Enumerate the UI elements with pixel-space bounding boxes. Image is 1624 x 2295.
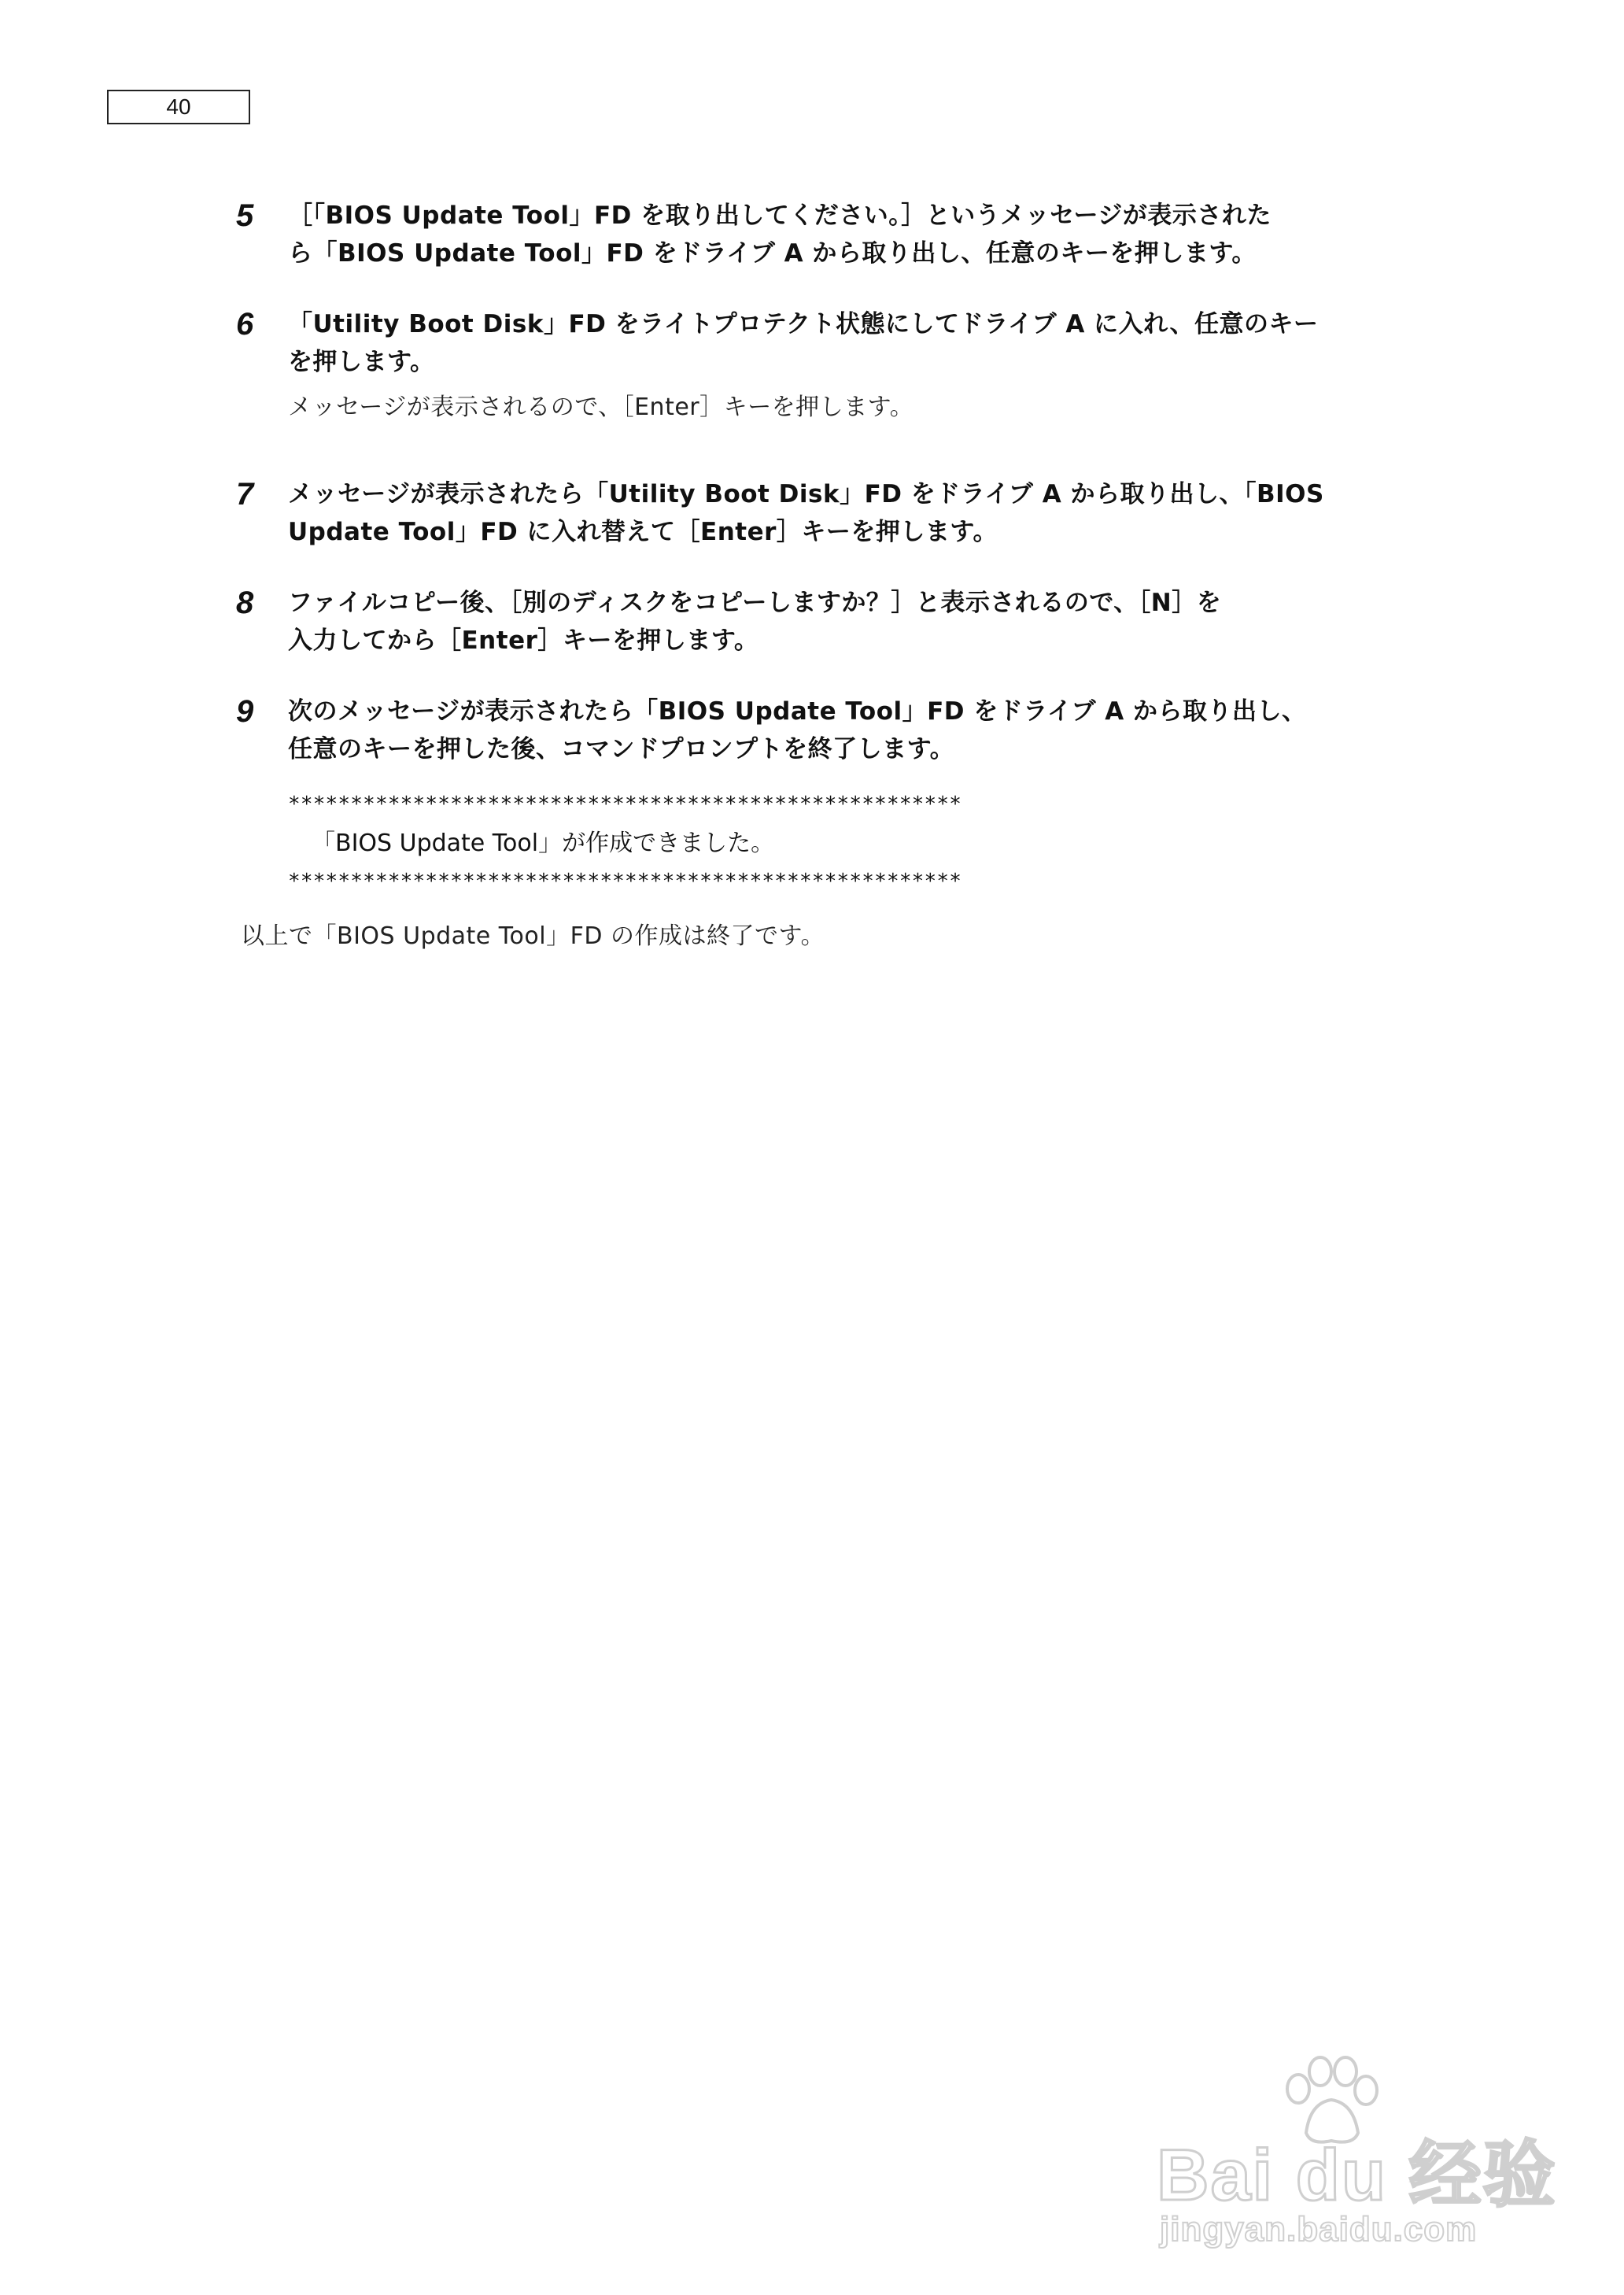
message-border-bottom: ******************************************************	[288, 870, 962, 893]
step-number: 5	[236, 198, 254, 233]
step-7	[236, 475, 1353, 551]
step-number: 9	[236, 694, 254, 729]
step-6	[236, 305, 1353, 425]
step-number: 8	[236, 586, 254, 620]
step-line: ファイルコピー後、［別のディスクをコピーしますか？］と表示されるので、［N］を	[288, 589, 1222, 617]
step-text	[288, 584, 1353, 660]
closing-text: 以上で「BIOS Update Tool」FD の作成は終了です。	[241, 922, 825, 950]
step-8	[236, 584, 1353, 660]
step-line: を押します。	[288, 348, 435, 376]
step-text	[288, 197, 1353, 272]
step-note: メッセージが表示されるので、［Enter］キーを押します。	[288, 394, 914, 421]
step-number: 7	[236, 477, 254, 512]
message-border-top: ******************************************************	[288, 793, 962, 816]
watermark-logo-text: Bai du 经验	[1157, 2135, 1557, 2216]
step-line: 入力してから［Enter］キーを押します。	[288, 626, 759, 655]
message-text: 「BIOS Update Tool」が作成できました。	[312, 830, 775, 857]
step-line: Update Tool」FD に入れ替えて［Enter］キーを押します。	[288, 518, 998, 546]
watermark-url: jingyan.baidu.com	[1160, 2210, 1478, 2249]
step-9	[236, 693, 1353, 901]
step-line: ［「BIOS Update Tool」FD を取り出してください。］というメッセージが表示された	[288, 201, 1272, 230]
step-line: 「Utility Boot Disk」FD をライトプロテクト状態にしてドライブ A に入れ、任意のキー	[288, 310, 1319, 338]
console-message	[288, 785, 1353, 901]
step-line: メッセージが表示されたら「Utility Boot Disk」FD をドライブ A から取り出し、「BIOS	[288, 480, 1324, 508]
step-text	[288, 475, 1353, 551]
step-number: 6	[236, 307, 254, 342]
step-text	[288, 305, 1353, 381]
baidu-watermark	[1157, 2054, 1558, 2251]
step-5	[236, 197, 1353, 272]
step-line: ら「BIOS Update Tool」FD をドライブ A から取り出し、任意のキーを押します。	[288, 239, 1257, 268]
step-line: 次のメッセージが表示されたら「BIOS Update Tool」FD をドライブ A から取り出し、	[288, 697, 1307, 726]
step-line: 任意のキーを押した後、コマンドプロンプトを終了します。	[288, 735, 955, 763]
page-number-text: 40	[166, 94, 191, 119]
page-number	[107, 90, 250, 124]
step-text	[288, 693, 1353, 768]
